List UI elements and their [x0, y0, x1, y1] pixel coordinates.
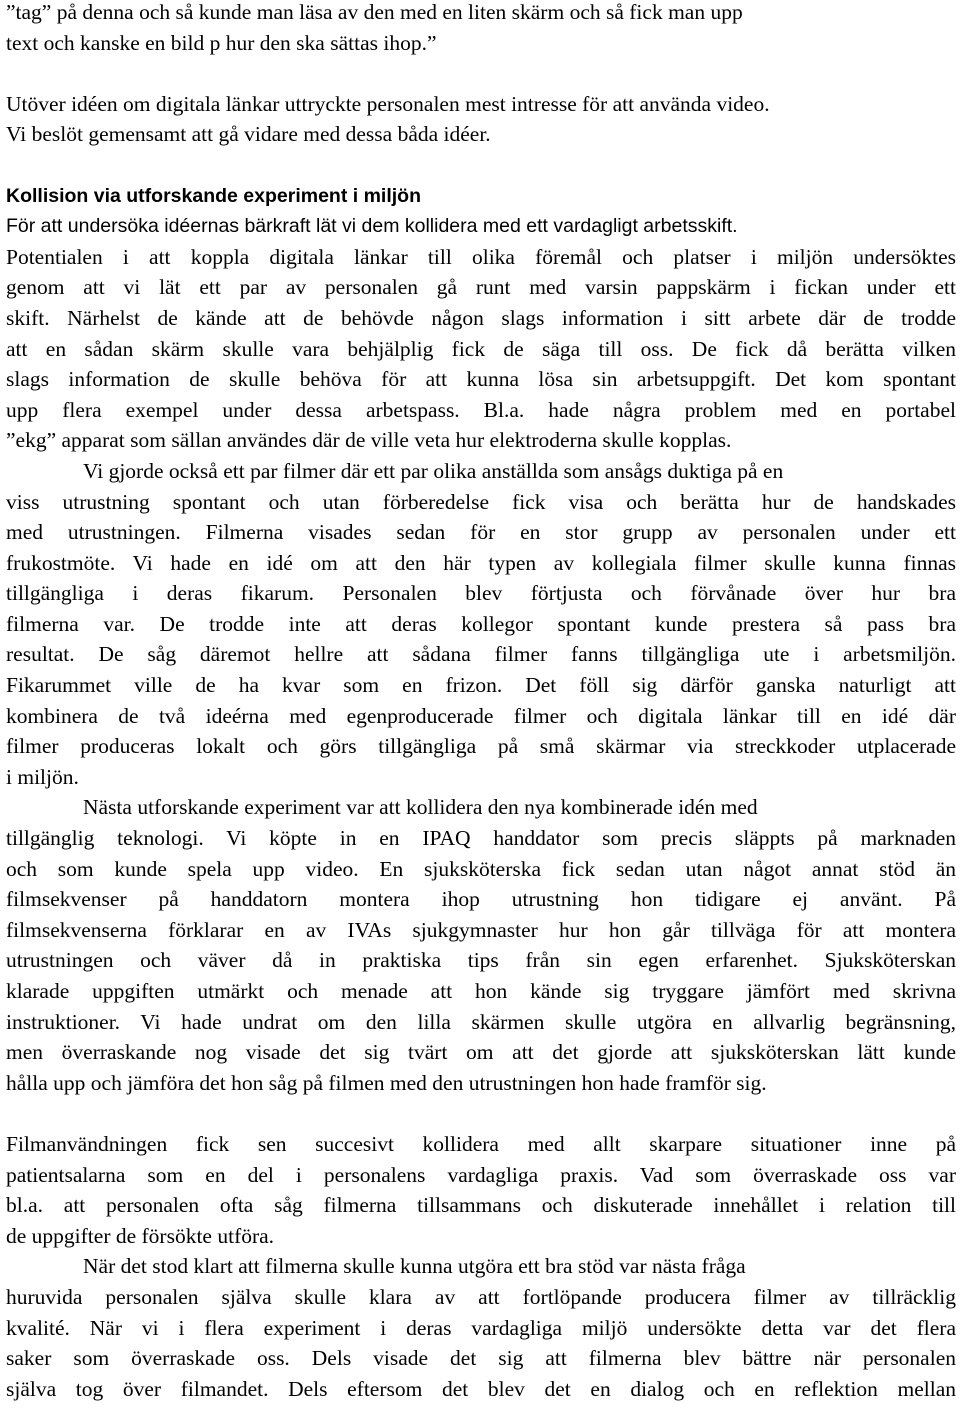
text-line: huruvida personalen själva skulle klara av att fortlöpande producera filmer av tillräcklig: [6, 1284, 956, 1309]
text-line: text och kanske en bild p hur den ska sättas ihop.”: [6, 30, 437, 55]
text-line: hålla upp och jämföra det hon såg på filmen med den utrustningen hon hade framför sig.: [6, 1070, 767, 1095]
paragraph-usage: [6, 1129, 956, 1251]
text-line: men överraskande nog visade det sig tvärt om att det gjorde att sjuksköterskan lätt kunde: [6, 1040, 956, 1065]
text-line: genom att vi lät ett par av personalen gå runt med varsin pappskärm i fickan under ett: [6, 275, 956, 300]
text-line: skift. Närhelst de kände att de behövde någon slags information i sitt arbete där de trodde: [6, 305, 956, 330]
text-line: med utrustningen. Filmerna visades sedan för en stor grupp av personalen under ett: [6, 520, 956, 545]
paragraph-gap: [6, 1098, 956, 1129]
text-line: själva tog över filmandet. Dels eftersom det blev det en dialog och en reflektion mellan: [6, 1376, 956, 1401]
text-line: filmsekvenserna förklarar en av IVAs sjukgymnaster hur hon går tillväga för att montera: [6, 917, 956, 942]
text-line: viss utrustning spontant och utan förberedelse fick visa och berätta hur de handskades: [6, 489, 956, 514]
paragraph-gap: [6, 58, 956, 89]
text-line: utrustningen och väver då in praktiska tips från sin egen erfarenhet. Sjuksköterskan: [6, 948, 956, 973]
text-line: klarade uppgiften utmärkt och menade att hon kände sig tryggare jämfört med skrivna: [6, 979, 956, 1003]
text-line: tillgänglig teknologi. Vi köpte in en IPAQ handdator som precis släppts på marknaden: [6, 826, 956, 851]
section-heading: Kollision via utforskande experiment i miljön: [6, 184, 422, 207]
text-line: [6, 1251, 956, 1282]
text-line: bl.a. att personalen ofta såg filmerna tillsammans och diskuterade innehållet i relation till: [6, 1193, 956, 1218]
text-line: patientsalarna som en del i personalens vardagliga praxis. Vad som överraskade oss var: [6, 1162, 956, 1187]
paragraph-gap: [6, 150, 956, 181]
paragraph-potential: [6, 242, 956, 456]
text-line: kombinera de två ideérna med egenproducerade filmer och digitala länkar till en idé där: [6, 703, 956, 728]
text-line: filmer produceras lokalt och görs tillgängliga på små skärmar via streckkoder utplacerade: [6, 734, 956, 759]
text-line: frukostmöte. Vi hade en idé om att den här typen av kollegiala filmer skulle kunna finnas: [6, 550, 956, 575]
text-line: kvalité. När vi i flera experiment i deras vardagliga miljö undersökte detta var det flera: [6, 1315, 956, 1340]
text-line: Vi beslöt gemensamt att gå vidare med dessa båda idéer.: [6, 122, 491, 147]
section-heading-block: [6, 181, 956, 242]
text-line: resultat. De såg däremot hellre att sådana filmer fanns tillgängliga ute i arbetsmiljön.: [6, 642, 956, 667]
text-line: Filmanvändningen fick sen succesivt kollidera med allt skarpare situationer inne på: [6, 1131, 956, 1156]
paragraph-ipaq: [6, 792, 956, 1098]
text-line: i miljön.: [6, 764, 79, 789]
text-line: slags information de skulle behöva för att kunna lösa sin arbetsuppgift. Det kom spontant: [6, 367, 956, 392]
text-line: tillgängliga i deras fikarum. Personalen blev förtjusta och förvånade över hur bra: [6, 581, 956, 606]
text-line: och som kunde spela upp video. En sjuksköterska fick sedan utan något annat stöd än: [6, 856, 956, 881]
text-line: Fikarummet ville de ha kvar som en frizon. Det föll sig därför ganska naturligt att: [6, 673, 956, 698]
text-line: de uppgifter de försökte utföra.: [6, 1223, 275, 1248]
text-line: filmsekvenser på handdatorn montera ihop utrustning hon tidigare ej använt. På: [6, 887, 956, 912]
paragraph-quality: [6, 1251, 956, 1404]
text-line: Potentialen i att koppla digitala länkar till olika föremål och platser i miljön undersöktes: [6, 244, 956, 269]
text-line: [6, 792, 956, 823]
text-line: instruktioner. Vi hade undrat om den lilla skärmen skulle utgöra en allvarlig begränsning,: [6, 1009, 956, 1034]
text-line: ”tag” på denna och så kunde man läsa av den med en liten skärm och så fick man upp: [6, 0, 743, 24]
text-line: att en sådan skärm skulle vara behjälplig fick de säga till oss. De fick då berätta vilken: [6, 336, 956, 361]
text-line: saker som överraskade oss. Dels visade det sig att filmerna blev bättre när personalen: [6, 1346, 956, 1371]
text-line-content: När det stod klart att filmerna skulle kunna utgöra ett bra stöd var nästa fråga: [83, 1254, 746, 1279]
text-line: upp flera exempel under dessa arbetspass. Bl.a. hade några problem med en portabel: [6, 397, 956, 422]
intro-quote: [6, 0, 956, 58]
text-line: ”ekg” apparat som sällan användes där de ville veta hur elektroderna skulle kopplas.: [6, 428, 732, 453]
text-line: Utöver idéen om digitala länkar uttryckte personalen mest intresse för att använda video.: [6, 91, 770, 116]
text-line-content: Nästa utforskande experiment var att kollidera den nya kombinerade idén med: [83, 795, 758, 820]
paragraph-films: [6, 456, 956, 793]
section-lead: För att undersöka idéernas bärkraft lät vi dem kollidera med ett vardagligt arbetsskift.: [6, 215, 738, 238]
text-line: filmerna var. De trodde inte att deras kollegor spontant kunde prestera så pass bra: [6, 611, 956, 636]
text-line: [6, 456, 956, 487]
text-line-content: Vi gjorde också ett par filmer där ett par olika anställda som ansågs duktiga på en: [83, 458, 784, 483]
paragraph-video: [6, 89, 956, 150]
